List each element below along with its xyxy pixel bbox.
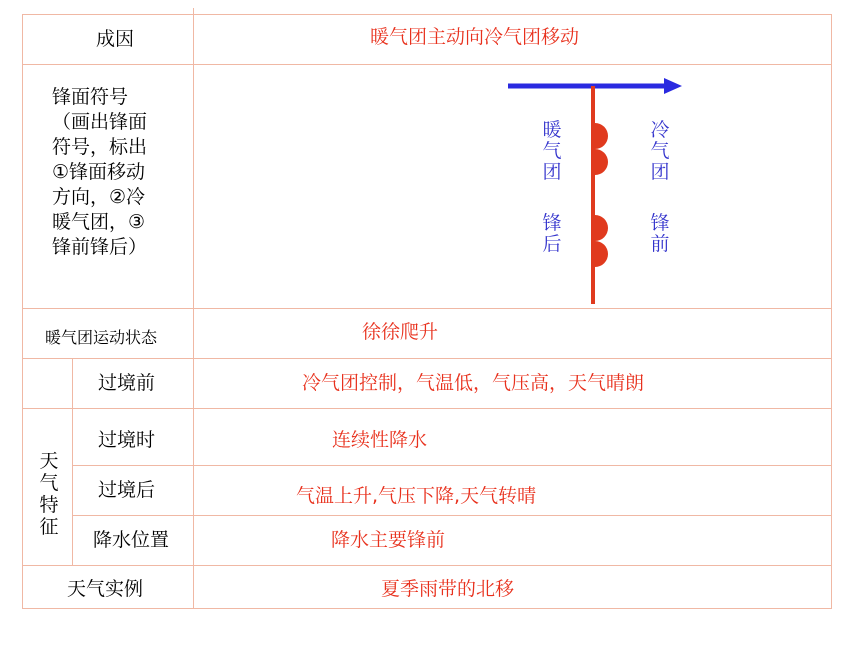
cause-label: 成因 — [96, 28, 135, 50]
weather-row-value: 气温上升,气压下降,天气转晴 — [296, 485, 537, 507]
cause-value: 暖气团主动向冷气团移动 — [370, 26, 580, 48]
warm-motion-value: 徐徐爬升 — [362, 321, 439, 343]
weather-row-value: 降水主要锋前 — [331, 529, 446, 551]
example-label: 天气实例 — [67, 578, 144, 600]
ahead-front-label: 锋前 — [650, 212, 670, 255]
weather-row-label: 过境前 — [98, 372, 156, 394]
weather-row-label: 降水位置 — [93, 529, 170, 551]
warm-front-bumps — [595, 123, 608, 267]
weather-row-value: 冷气团控制，气温低，气压高，天气晴朗 — [302, 372, 645, 394]
front-symbol-label: 锋面符号 （画出锋面 符号，标出 ①锋面移动 方向，②冷 暖气团，③ 锋前锋后） — [52, 86, 148, 258]
weather-row-label: 过境时 — [98, 429, 156, 451]
weather-row-label: 过境后 — [98, 479, 156, 501]
example-value: 夏季雨带的北移 — [381, 578, 515, 600]
behind-front-label: 锋后 — [542, 212, 562, 255]
weather-row-value: 连续性降水 — [332, 429, 428, 451]
weather-group-label: 天气特征 — [39, 450, 59, 538]
warm-motion-label: 暖气团运动状态 — [45, 328, 158, 347]
cold-air-mass-label: 冷气团 — [650, 119, 670, 183]
movement-arrow-head — [664, 78, 682, 94]
warm-air-mass-label: 暖气团 — [542, 119, 562, 183]
